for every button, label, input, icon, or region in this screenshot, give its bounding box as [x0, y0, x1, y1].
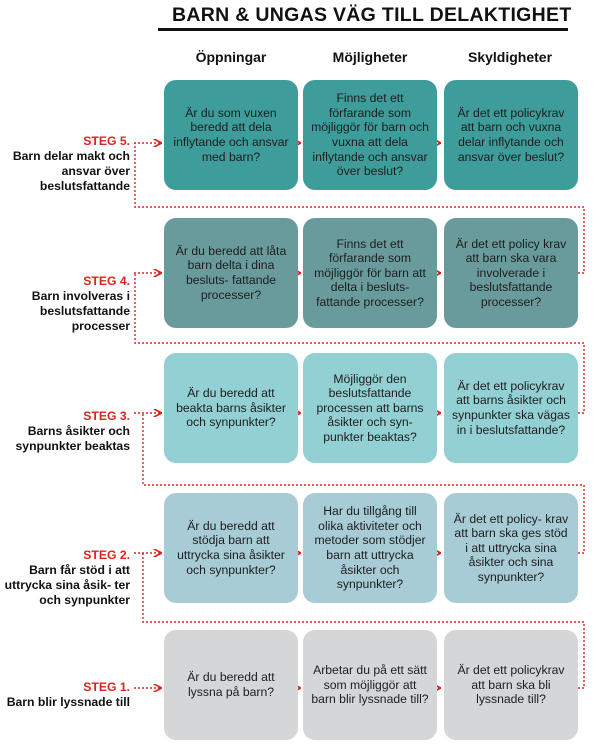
box-step2-mojligheter	[303, 493, 437, 603]
step-2-label	[0, 548, 130, 608]
step-4-number: STEG 4.	[83, 274, 130, 288]
diagram-title: BARN & UNGAS VÄG TILL DELAKTIGHET	[172, 4, 572, 26]
step-4-label	[0, 274, 130, 334]
box-text: Är du beredd att låta barn delta i dina besluts- fattande processer?	[175, 243, 287, 302]
box-step4-mojligheter	[303, 218, 437, 328]
box-step1-skyldigheter	[444, 630, 578, 740]
box-text: Är det ett policy krav att barn ska vara involverade i beslutsfattande processer?	[455, 236, 567, 309]
box-step1-oppningar	[164, 630, 298, 740]
box-step2-oppningar	[164, 493, 298, 603]
column-header-oppningar: Öppningar	[195, 49, 267, 65]
box-text: Är du beredd att stödja barn att uttrycka sina åsikter och synpunkter?	[177, 518, 285, 577]
box-text: Är det ett policy- krav att barn ska ges stöd i att uttrycka sina åsikter och sina synpunkter?	[453, 511, 569, 584]
step-1-label	[0, 680, 130, 710]
box-text: Finns det ett förfarande som möjliggör för barn och vuxna att dela inflytande och ansvar över beslut?	[311, 91, 429, 179]
box-text: Finns det ett förfarande som möjliggör för barn att delta i besluts- fattande processer?	[314, 236, 426, 309]
box-text: Är du som vuxen beredd att dela inflytande och ansvar med barn?	[173, 105, 289, 164]
step-1-number: STEG 1.	[83, 680, 130, 694]
box-text: Arbetar du på ett sätt som möjliggör att barn blir lyssnade till?	[311, 663, 429, 707]
step-3-label	[0, 409, 130, 454]
box-step3-oppningar	[164, 353, 298, 463]
step-2-number: STEG 2.	[83, 548, 130, 562]
box-text: Möjliggör den beslutsfattande processen att barns åsikter och syn- punkter beaktas?	[316, 371, 424, 444]
box-step5-mojligheter	[303, 80, 437, 190]
box-step5-oppningar	[164, 80, 298, 190]
box-text: Har du tillgång till olika aktiviteter och metoder som stödjer barn att uttrycka åsikter och synpunkter?	[314, 504, 426, 592]
column-header-skyldigheter: Skyldigheter	[467, 49, 553, 65]
step-3-number: STEG 3.	[83, 409, 130, 423]
step-2-description: Barn får stöd i att uttrycka sina åsik- ter och synpunkter	[4, 563, 130, 607]
box-step2-skyldigheter	[444, 493, 578, 603]
box-step3-skyldigheter	[444, 353, 578, 463]
step-5-number: STEG 5.	[83, 134, 130, 148]
step-3-description: Barns åsikter och synpunkter beaktas	[15, 424, 130, 453]
step-5-description: Barn delar makt och ansvar över beslutsfattande	[12, 149, 130, 193]
box-step3-mojligheter	[303, 353, 437, 463]
step-1-description: Barn blir lyssnade till	[6, 695, 130, 709]
box-step5-skyldigheter	[444, 80, 578, 190]
step-5-label	[0, 134, 130, 194]
box-text: Är det ett policykrav att barn och vuxna delar inflytande och ansvar över beslut?	[457, 105, 565, 164]
box-step1-mojligheter	[303, 630, 437, 740]
box-text: Är du beredd att lyssna på barn?	[187, 670, 275, 699]
step-4-description: Barn involveras i beslutsfattande processer	[31, 289, 130, 333]
box-text: Är det ett policykrav att barns åsikter och synpunkter ska vägas in i beslutsfattande?	[452, 378, 570, 437]
column-header-mojligheter: Möjligheter	[332, 49, 408, 65]
box-text: Är det ett policykrav att barn ska bli lyssnade till?	[457, 663, 565, 707]
box-text: Är du beredd att beakta barns åsikter och synpunkter?	[176, 386, 286, 430]
box-step4-skyldigheter	[444, 218, 578, 328]
box-step4-oppningar	[164, 218, 298, 328]
